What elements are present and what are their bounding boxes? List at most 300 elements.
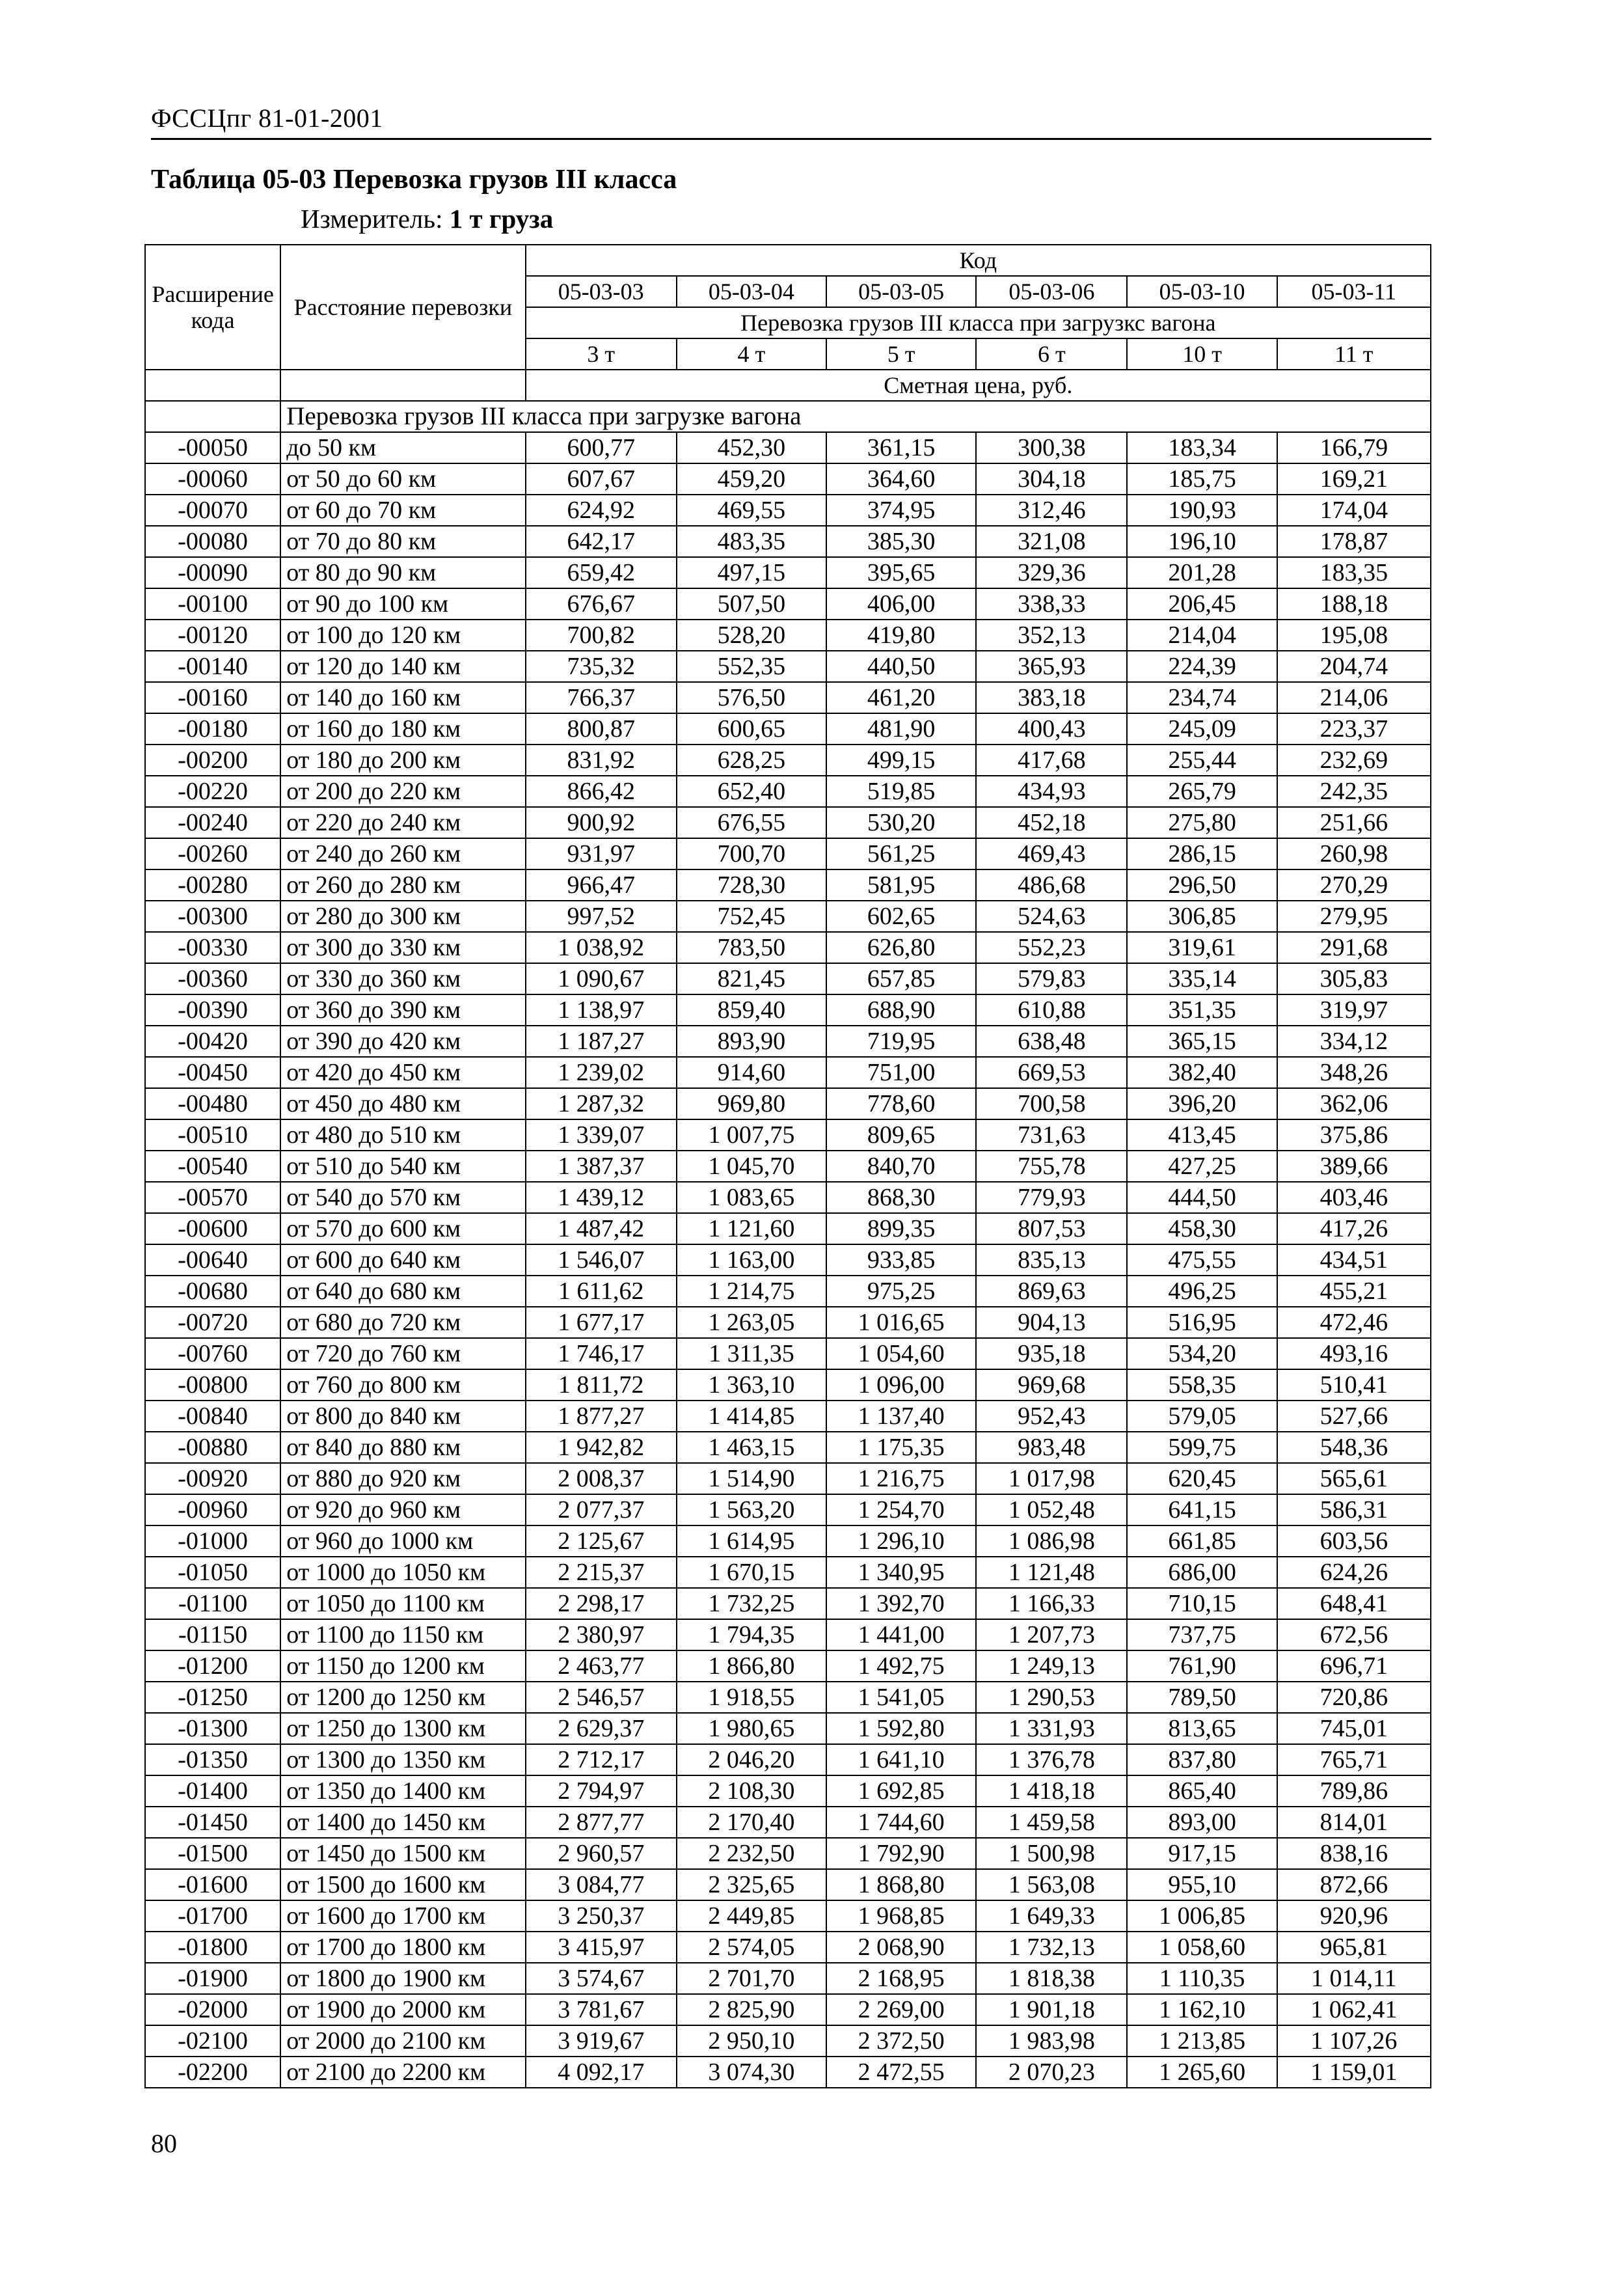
- price-cell: 710,15: [1127, 1588, 1277, 1619]
- price-cell: 413,45: [1127, 1119, 1277, 1151]
- price-cell: 969,68: [976, 1369, 1127, 1401]
- price-cell: 1 006,85: [1127, 1900, 1277, 1932]
- price-cell: 672,56: [1277, 1619, 1431, 1650]
- price-cell: 383,18: [976, 682, 1127, 713]
- code-extension-cell: -00220: [145, 776, 280, 807]
- price-cell: 899,35: [826, 1213, 976, 1244]
- price-cell: 1 239,02: [526, 1057, 677, 1088]
- distance-cell: от 50 до 60 км: [280, 463, 525, 495]
- code-extension-cell: -00100: [145, 588, 280, 620]
- code-extension-cell: -00510: [145, 1119, 280, 1151]
- code-extension-cell: -01600: [145, 1869, 280, 1900]
- running-head: ФССЦпг 81-01-2001: [151, 103, 383, 133]
- price-cell: 751,00: [826, 1057, 976, 1088]
- price-cell: 610,88: [976, 994, 1127, 1026]
- price-cell: 496,25: [1127, 1276, 1277, 1307]
- table-row: [145, 1932, 1431, 1963]
- code-extension-cell: -01500: [145, 1838, 280, 1869]
- price-cell: 696,71: [1277, 1650, 1431, 1682]
- price-cell: 499,15: [826, 745, 976, 776]
- price-cell: 417,68: [976, 745, 1127, 776]
- price-cell: 2 372,50: [826, 2025, 976, 2057]
- price-cell: 362,06: [1277, 1088, 1431, 1119]
- distance-cell: от 180 до 200 км: [280, 745, 525, 776]
- price-cell: 1 265,60: [1127, 2057, 1277, 2088]
- price-cell: 2 960,57: [526, 1838, 677, 1869]
- distance-cell: от 640 до 680 км: [280, 1276, 525, 1307]
- price-cell: 624,92: [526, 495, 677, 526]
- price-cell: 920,96: [1277, 1900, 1431, 1932]
- code-cell: 05-03-10: [1127, 276, 1277, 307]
- price-cell: 661,85: [1127, 1525, 1277, 1557]
- table-row: [145, 651, 1431, 682]
- price-cell: 745,01: [1277, 1713, 1431, 1744]
- blank-cell: [280, 370, 525, 401]
- price-cell: 169,21: [1277, 463, 1431, 495]
- code-cell: 05-03-05: [826, 276, 976, 307]
- distance-cell: от 300 до 330 км: [280, 932, 525, 963]
- distance-cell: от 1050 до 1100 км: [280, 1588, 525, 1619]
- price-cell: 270,29: [1277, 869, 1431, 901]
- code-extension-cell: -00960: [145, 1494, 280, 1525]
- table-row: [145, 994, 1431, 1026]
- price-cell: 2 449,85: [677, 1900, 826, 1932]
- table-row: [145, 1557, 1431, 1588]
- price-cell: 2 325,65: [677, 1869, 826, 1900]
- table-row: [145, 1369, 1431, 1401]
- distance-cell: от 90 до 100 км: [280, 588, 525, 620]
- distance-cell: от 840 до 880 км: [280, 1432, 525, 1463]
- table-row: [145, 1900, 1431, 1932]
- price-cell: 904,13: [976, 1307, 1127, 1338]
- price-cell: 483,35: [677, 526, 826, 557]
- price-cell: 1 563,08: [976, 1869, 1127, 1900]
- price-cell: 382,40: [1127, 1057, 1277, 1088]
- code-extension-cell: -01050: [145, 1557, 280, 1588]
- price-cell: 475,55: [1127, 1244, 1277, 1276]
- price-cell: 914,60: [677, 1057, 826, 1088]
- price-cell: 1 163,00: [677, 1244, 826, 1276]
- price-cell: 319,61: [1127, 932, 1277, 963]
- table-row: [145, 495, 1431, 526]
- price-cell: 286,15: [1127, 838, 1277, 869]
- price-cell: 183,35: [1277, 557, 1431, 588]
- table-row: [145, 1088, 1431, 1119]
- code-cell: 05-03-04: [677, 276, 826, 307]
- code-cell: 05-03-06: [976, 276, 1127, 307]
- table-row: [145, 1057, 1431, 1088]
- code-extension-cell: -01350: [145, 1744, 280, 1775]
- distance-cell: от 680 до 720 км: [280, 1307, 525, 1338]
- price-cell: 548,36: [1277, 1432, 1431, 1463]
- price-cell: 1 187,27: [526, 1026, 677, 1057]
- price-cell: 935,18: [976, 1338, 1127, 1369]
- price-cell: 638,48: [976, 1026, 1127, 1057]
- price-cell: 312,46: [976, 495, 1127, 526]
- price-cell: 452,30: [677, 432, 826, 463]
- blank-cell: [145, 401, 280, 432]
- price-cell: 1 339,07: [526, 1119, 677, 1151]
- table-row: [145, 620, 1431, 651]
- table-row: [145, 1682, 1431, 1713]
- price-cell: 434,51: [1277, 1244, 1431, 1276]
- price-cell: 669,53: [976, 1057, 1127, 1088]
- price-cell: 648,41: [1277, 1588, 1431, 1619]
- table-row: [145, 2057, 1431, 2088]
- price-cell: 385,30: [826, 526, 976, 557]
- price-cell: 893,00: [1127, 1807, 1277, 1838]
- distance-cell: от 1450 до 1500 км: [280, 1838, 525, 1869]
- code-extension-cell: -01300: [145, 1713, 280, 1744]
- price-cell: 1 439,12: [526, 1182, 677, 1213]
- price-cell: 969,80: [677, 1088, 826, 1119]
- price-cell: 624,26: [1277, 1557, 1431, 1588]
- distance-cell: от 2000 до 2100 км: [280, 2025, 525, 2057]
- price-cell: 334,12: [1277, 1026, 1431, 1057]
- load-cell: 3 т: [526, 338, 677, 370]
- price-cell: 2 950,10: [677, 2025, 826, 2057]
- price-cell: 510,41: [1277, 1369, 1431, 1401]
- price-cell: 472,46: [1277, 1307, 1431, 1338]
- col-header-expansion: Расширение кода: [145, 245, 280, 370]
- distance-cell: от 160 до 180 км: [280, 713, 525, 745]
- price-cell: 1 214,75: [677, 1276, 826, 1307]
- price-cell: 821,45: [677, 963, 826, 994]
- price-cell: 1 263,05: [677, 1307, 826, 1338]
- distance-cell: до 50 км: [280, 432, 525, 463]
- price-cell: 1 083,65: [677, 1182, 826, 1213]
- distance-cell: от 510 до 540 км: [280, 1151, 525, 1182]
- price-cell: 396,20: [1127, 1088, 1277, 1119]
- price-cell: 838,16: [1277, 1838, 1431, 1869]
- code-extension-cell: -00880: [145, 1432, 280, 1463]
- table-row: [145, 776, 1431, 807]
- table-row: [145, 2025, 1431, 2057]
- price-cell: 783,50: [677, 932, 826, 963]
- table-row: [145, 1869, 1431, 1900]
- code-extension-cell: -00330: [145, 932, 280, 963]
- price-cell: 1 107,26: [1277, 2025, 1431, 2057]
- price-cell: 534,20: [1127, 1338, 1277, 1369]
- distance-cell: от 200 до 220 км: [280, 776, 525, 807]
- price-cell: 1 340,95: [826, 1557, 976, 1588]
- price-cell: 565,61: [1277, 1463, 1431, 1494]
- price-cell: 204,74: [1277, 651, 1431, 682]
- price-cell: 493,16: [1277, 1338, 1431, 1369]
- table-row: [145, 432, 1431, 463]
- price-cell: 2 712,17: [526, 1744, 677, 1775]
- table-row: [145, 1276, 1431, 1307]
- price-cell: 1 414,85: [677, 1401, 826, 1432]
- price-cell: 765,71: [1277, 1744, 1431, 1775]
- price-cell: 2 269,00: [826, 1994, 976, 2025]
- table-row: [145, 1838, 1431, 1869]
- measure-label: Измеритель:: [301, 204, 443, 234]
- price-cell: 628,25: [677, 745, 826, 776]
- price-cell: 2 125,67: [526, 1525, 677, 1557]
- code-extension-cell: -01200: [145, 1650, 280, 1682]
- price-cell: 731,63: [976, 1119, 1127, 1151]
- price-cell: 1 086,98: [976, 1525, 1127, 1557]
- distance-cell: от 260 до 280 км: [280, 869, 525, 901]
- code-extension-cell: -01100: [145, 1588, 280, 1619]
- price-cell: 265,79: [1127, 776, 1277, 807]
- price-cell: 196,10: [1127, 526, 1277, 557]
- price-cell: 552,23: [976, 932, 1127, 963]
- price-cell: 1 376,78: [976, 1744, 1127, 1775]
- col-header-distance: Расстояние перевозки: [280, 245, 525, 370]
- price-cell: 234,74: [1127, 682, 1277, 713]
- price-cell: 1 811,72: [526, 1369, 677, 1401]
- price-cell: 900,92: [526, 807, 677, 838]
- price-cell: 700,70: [677, 838, 826, 869]
- price-cell: 917,15: [1127, 1838, 1277, 1869]
- price-cell: 1 500,98: [976, 1838, 1127, 1869]
- code-extension-cell: -01900: [145, 1963, 280, 1994]
- price-cell: 296,50: [1127, 869, 1277, 901]
- distance-cell: от 330 до 360 км: [280, 963, 525, 994]
- table-row: [145, 838, 1431, 869]
- table-row: [145, 745, 1431, 776]
- price-cell: 183,34: [1127, 432, 1277, 463]
- price-cell: 452,18: [976, 807, 1127, 838]
- price-cell: 1 392,70: [826, 1588, 976, 1619]
- page-number: 80: [151, 2129, 177, 2158]
- price-cell: 527,66: [1277, 1401, 1431, 1432]
- price-cell: 657,85: [826, 963, 976, 994]
- price-cell: 893,90: [677, 1026, 826, 1057]
- price-cell: 603,56: [1277, 1525, 1431, 1557]
- load-cell: 10 т: [1127, 338, 1277, 370]
- price-cell: 1 818,38: [976, 1963, 1127, 1994]
- code-extension-cell: -00840: [145, 1401, 280, 1432]
- price-cell: 1 732,25: [677, 1588, 826, 1619]
- price-cell: 719,95: [826, 1026, 976, 1057]
- price-cell: 497,15: [677, 557, 826, 588]
- distance-cell: от 1300 до 1350 км: [280, 1744, 525, 1775]
- price-cell: 2 008,37: [526, 1463, 677, 1494]
- price-cell: 2 170,40: [677, 1807, 826, 1838]
- price-cell: 868,30: [826, 1182, 976, 1213]
- price-cell: 1 868,80: [826, 1869, 976, 1900]
- distance-cell: от 1100 до 1150 км: [280, 1619, 525, 1650]
- price-cell: 965,81: [1277, 1932, 1431, 1963]
- price-cell: 440,50: [826, 651, 976, 682]
- price-cell: 206,45: [1127, 588, 1277, 620]
- price-cell: 700,82: [526, 620, 677, 651]
- price-cell: 174,04: [1277, 495, 1431, 526]
- code-extension-cell: -00540: [145, 1151, 280, 1182]
- code-extension-cell: -01800: [145, 1932, 280, 1963]
- price-cell: 351,35: [1127, 994, 1277, 1026]
- price-cell: 720,86: [1277, 1682, 1431, 1713]
- price-cell: 305,83: [1277, 963, 1431, 994]
- price-cell: 2 574,05: [677, 1932, 826, 1963]
- table-row: [145, 557, 1431, 588]
- code-extension-cell: -00050: [145, 432, 280, 463]
- price-cell: 869,63: [976, 1276, 1127, 1307]
- price-cell: 406,00: [826, 588, 976, 620]
- code-extension-cell: -01000: [145, 1525, 280, 1557]
- code-extension-cell: -00300: [145, 901, 280, 932]
- distance-cell: от 1250 до 1300 км: [280, 1713, 525, 1744]
- table-row: [145, 1619, 1431, 1650]
- price-cell: 2 298,17: [526, 1588, 677, 1619]
- distance-cell: от 1200 до 1250 км: [280, 1682, 525, 1713]
- price-cell: 1 162,10: [1127, 1994, 1277, 2025]
- code-extension-cell: -00280: [145, 869, 280, 901]
- table-row: [145, 1994, 1431, 2025]
- price-cell: 291,68: [1277, 932, 1431, 963]
- load-cell: 6 т: [976, 338, 1127, 370]
- price-cell: 659,42: [526, 557, 677, 588]
- table-row: [145, 1432, 1431, 1463]
- load-cell: 11 т: [1277, 338, 1431, 370]
- price-cell: 1 942,82: [526, 1432, 677, 1463]
- price-cell: 481,90: [826, 713, 976, 745]
- price-cell: 1 216,75: [826, 1463, 976, 1494]
- price-cell: 1 492,75: [826, 1650, 976, 1682]
- price-cell: 242,35: [1277, 776, 1431, 807]
- table-title: Таблица 05-03 Перевозка грузов III класса: [151, 165, 677, 195]
- table-row: [145, 1525, 1431, 1557]
- price-cell: 766,37: [526, 682, 677, 713]
- price-cell: 275,80: [1127, 807, 1277, 838]
- price-cell: 1 175,35: [826, 1432, 976, 1463]
- price-cell: 214,06: [1277, 682, 1431, 713]
- price-cell: 813,65: [1127, 1713, 1277, 1744]
- price-cell: 338,33: [976, 588, 1127, 620]
- price-cell: 1 968,85: [826, 1900, 976, 1932]
- price-cell: 2 701,70: [677, 1963, 826, 1994]
- price-cell: 461,20: [826, 682, 976, 713]
- table-row: [145, 1963, 1431, 1994]
- price-cell: 737,75: [1127, 1619, 1277, 1650]
- price-cell: 459,20: [677, 463, 826, 495]
- price-cell: 800,87: [526, 713, 677, 745]
- price-cell: 831,92: [526, 745, 677, 776]
- header-rule: [151, 138, 1431, 140]
- price-cell: 931,97: [526, 838, 677, 869]
- price-cell: 1 692,85: [826, 1775, 976, 1807]
- price-cell: 3 084,77: [526, 1869, 677, 1900]
- price-cell: 1 038,92: [526, 932, 677, 963]
- price-cell: 2 070,23: [976, 2057, 1127, 2088]
- price-cell: 1 611,62: [526, 1276, 677, 1307]
- price-cell: 599,75: [1127, 1432, 1277, 1463]
- table-row: [145, 682, 1431, 713]
- distance-cell: от 1350 до 1400 км: [280, 1775, 525, 1807]
- price-cell: 676,67: [526, 588, 677, 620]
- code-cell: 05-03-03: [526, 276, 677, 307]
- table-row: [145, 463, 1431, 495]
- price-cell: 700,58: [976, 1088, 1127, 1119]
- price-cell: 586,31: [1277, 1494, 1431, 1525]
- price-cell: 2 472,55: [826, 2057, 976, 2088]
- distance-cell: от 140 до 160 км: [280, 682, 525, 713]
- distance-cell: от 450 до 480 км: [280, 1088, 525, 1119]
- distance-cell: от 220 до 240 км: [280, 807, 525, 838]
- distance-cell: от 1900 до 2000 км: [280, 1994, 525, 2025]
- distance-cell: от 720 до 760 км: [280, 1338, 525, 1369]
- code-extension-cell: -00760: [145, 1338, 280, 1369]
- price-cell: 1 166,33: [976, 1588, 1127, 1619]
- price-cell: 1 159,01: [1277, 2057, 1431, 2088]
- blank-cell: [145, 370, 280, 401]
- price-cell: 1 901,18: [976, 1994, 1127, 2025]
- price-cell: 455,21: [1277, 1276, 1431, 1307]
- price-cell: 2 077,37: [526, 1494, 677, 1525]
- price-cell: 1 014,11: [1277, 1963, 1431, 1994]
- table-row: [145, 1494, 1431, 1525]
- price-cell: 814,01: [1277, 1807, 1431, 1838]
- price-cell: 1 254,70: [826, 1494, 976, 1525]
- price-cell: 789,86: [1277, 1775, 1431, 1807]
- price-cell: 686,00: [1127, 1557, 1277, 1588]
- price-cell: 2 108,30: [677, 1775, 826, 1807]
- table-row: [145, 901, 1431, 932]
- code-extension-cell: -02000: [145, 1994, 280, 2025]
- price-cell: 2 380,97: [526, 1619, 677, 1650]
- price-cell: 997,52: [526, 901, 677, 932]
- code-extension-cell: -00240: [145, 807, 280, 838]
- table-row: [145, 1401, 1431, 1432]
- price-cell: 1 794,35: [677, 1619, 826, 1650]
- code-header: Код: [526, 245, 1431, 276]
- code-extension-cell: -00480: [145, 1088, 280, 1119]
- price-cell: 1 592,80: [826, 1713, 976, 1744]
- price-cell: 2 046,20: [677, 1744, 826, 1775]
- code-extension-cell: -00390: [145, 994, 280, 1026]
- price-cell: 561,25: [826, 838, 976, 869]
- code-extension-cell: -02200: [145, 2057, 280, 2088]
- code-extension-cell: -02100: [145, 2025, 280, 2057]
- price-cell: 352,13: [976, 620, 1127, 651]
- distance-cell: от 420 до 450 км: [280, 1057, 525, 1088]
- price-cell: 279,95: [1277, 901, 1431, 932]
- distance-cell: от 60 до 70 км: [280, 495, 525, 526]
- price-cell: 1 387,37: [526, 1151, 677, 1182]
- code-extension-cell: -01400: [145, 1775, 280, 1807]
- distance-cell: от 280 до 300 км: [280, 901, 525, 932]
- price-cell: 530,20: [826, 807, 976, 838]
- code-extension-cell: -00450: [145, 1057, 280, 1088]
- price-cell: 524,63: [976, 901, 1127, 932]
- price-cell: 1 062,41: [1277, 1994, 1431, 2025]
- table-row: [145, 1151, 1431, 1182]
- table-row: [145, 963, 1431, 994]
- price-cell: 1 563,20: [677, 1494, 826, 1525]
- code-extension-cell: -00640: [145, 1244, 280, 1276]
- code-extension-cell: -01700: [145, 1900, 280, 1932]
- distance-cell: от 80 до 90 км: [280, 557, 525, 588]
- price-cell: 1 418,18: [976, 1775, 1127, 1807]
- price-cell: 807,53: [976, 1213, 1127, 1244]
- price-cell: 865,40: [1127, 1775, 1277, 1807]
- code-cell: 05-03-11: [1277, 276, 1431, 307]
- code-extension-cell: -00070: [145, 495, 280, 526]
- price-cell: 245,09: [1127, 713, 1277, 745]
- price-cell: 3 574,67: [526, 1963, 677, 1994]
- price-cell: 300,38: [976, 432, 1127, 463]
- price-cell: 1 732,13: [976, 1932, 1127, 1963]
- distance-cell: от 540 до 570 км: [280, 1182, 525, 1213]
- price-cell: 866,42: [526, 776, 677, 807]
- price-cell: 1 287,32: [526, 1088, 677, 1119]
- price-cell: 1 110,35: [1127, 1963, 1277, 1994]
- price-cell: 306,85: [1127, 901, 1277, 932]
- code-extension-cell: -00920: [145, 1463, 280, 1494]
